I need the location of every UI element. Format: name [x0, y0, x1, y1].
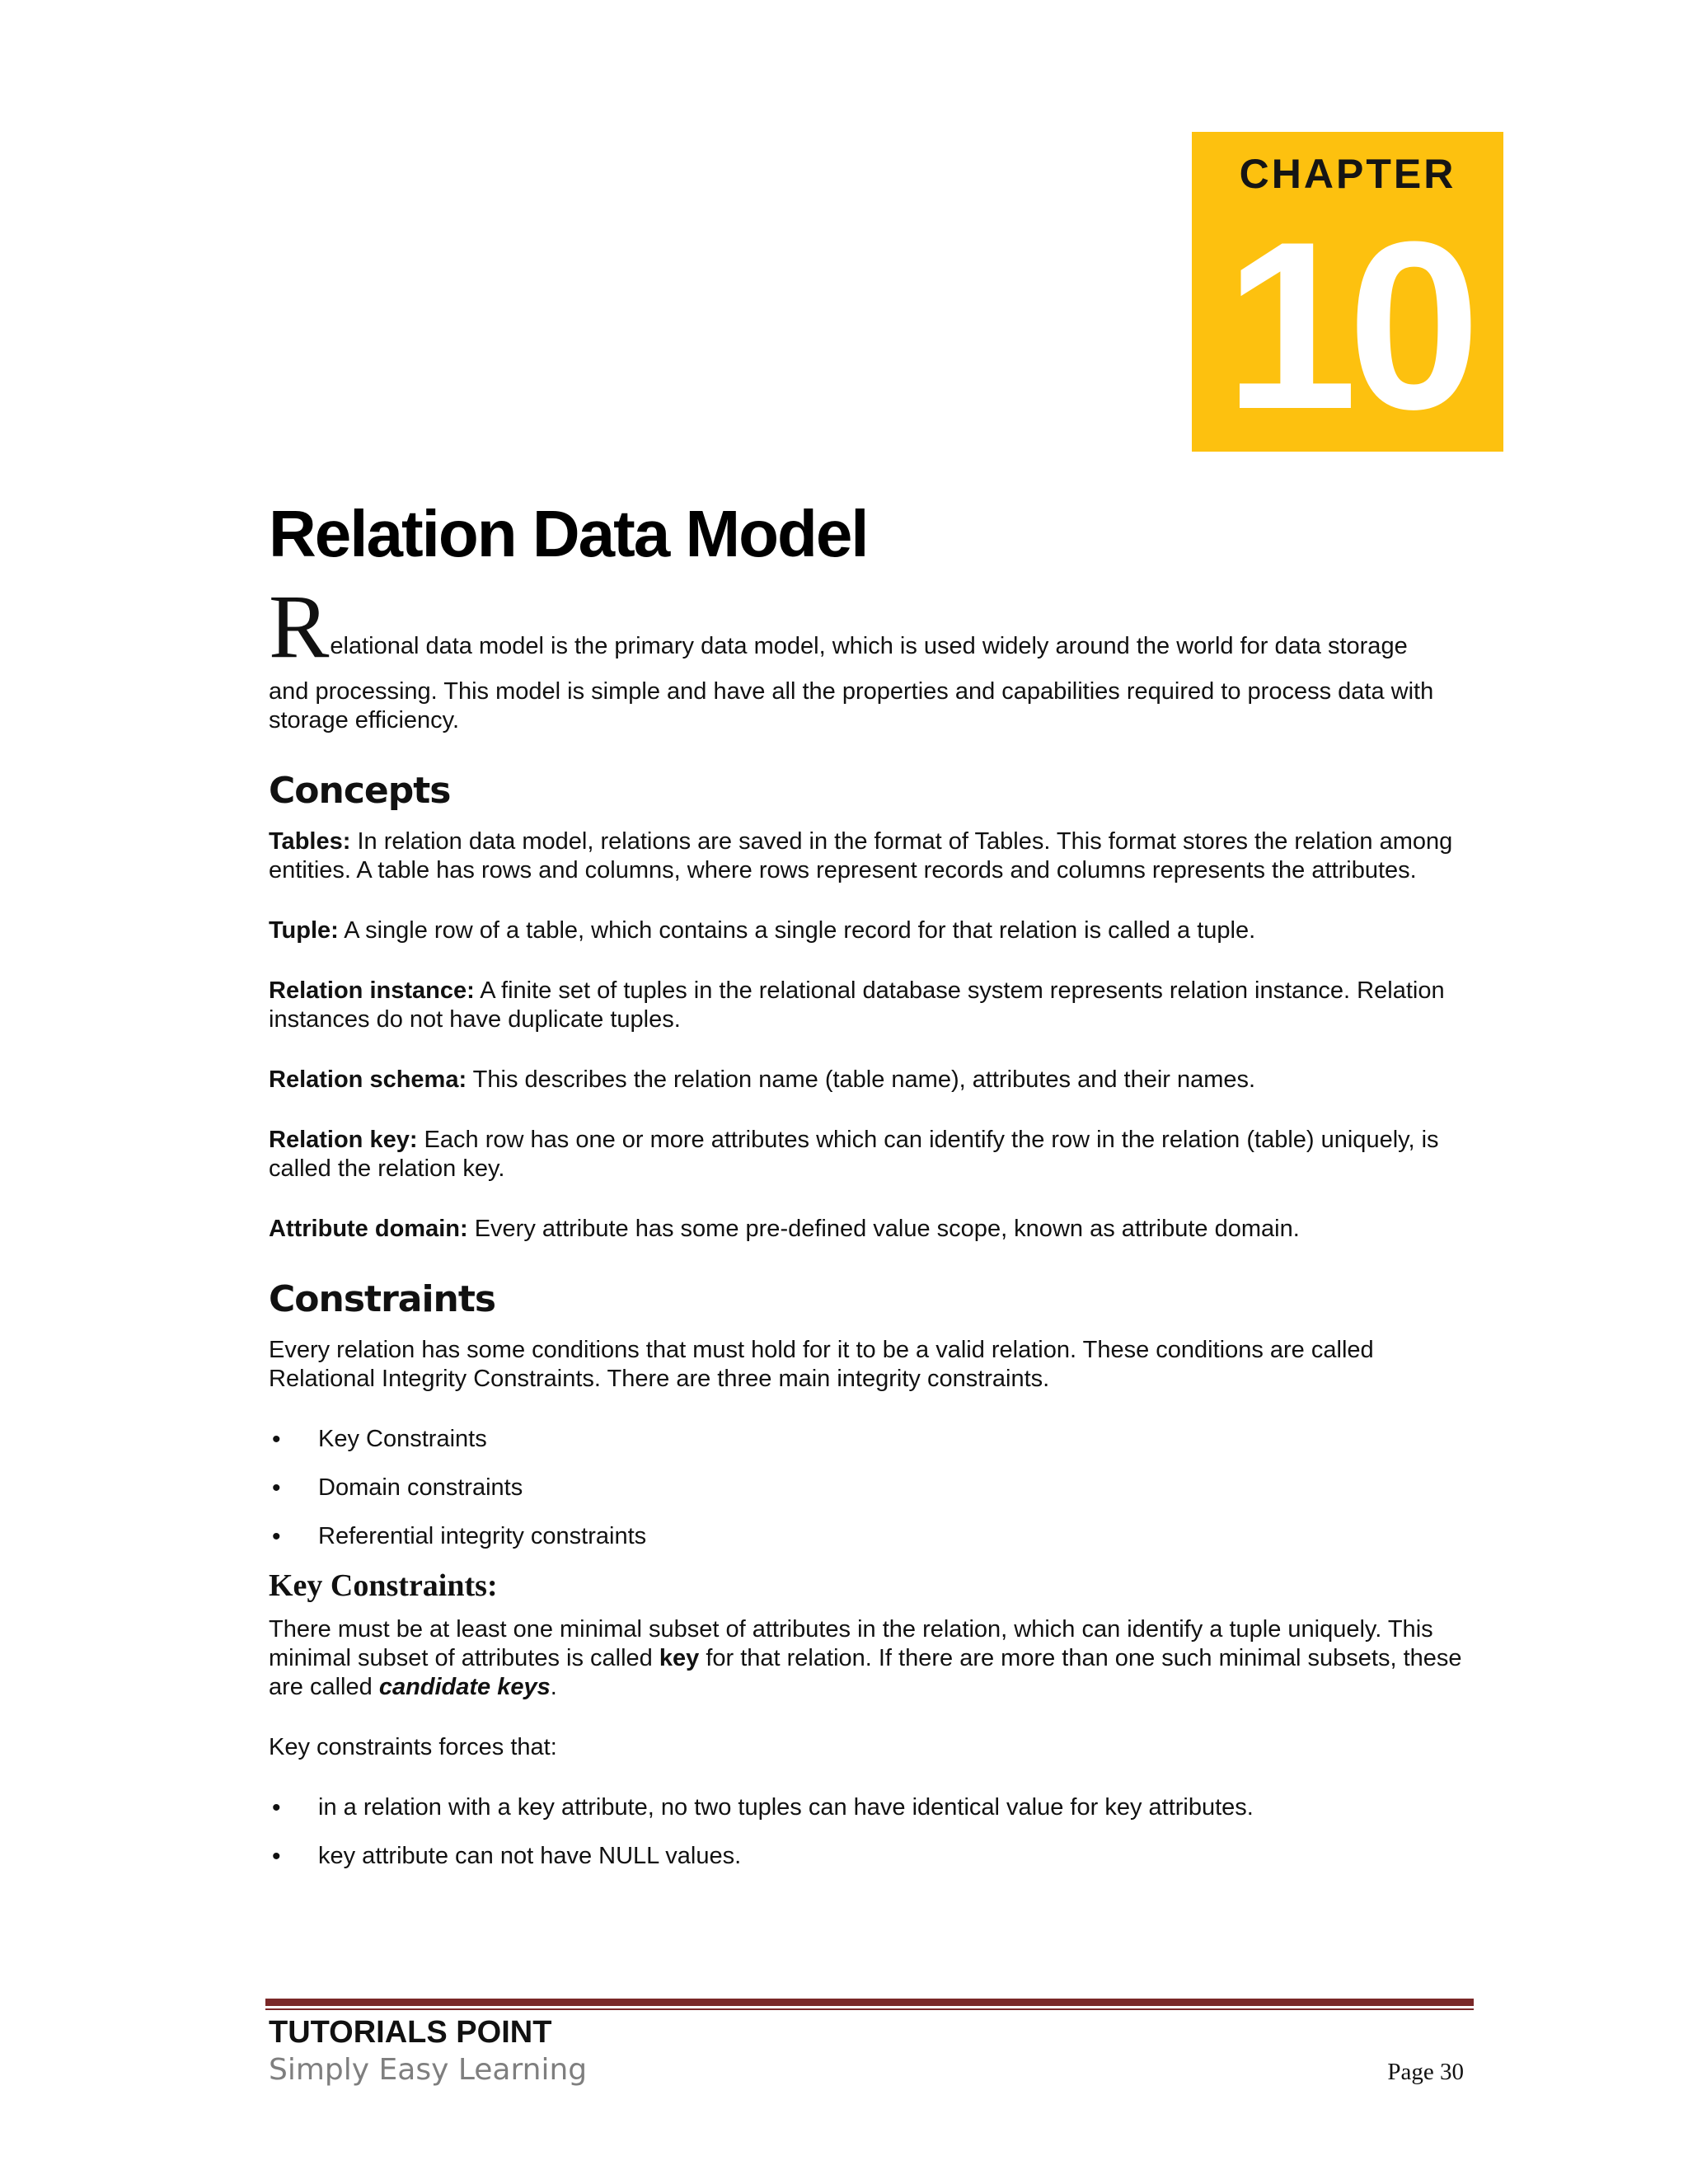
key-constraints-forces: Key constraints forces that:: [269, 1734, 557, 1760]
page-number: Page 30: [1387, 2059, 1464, 2085]
key-para-text: There must be at least one minimal subset of attributes in the relation, which can identify a tuple uniquely. This minimal subset of attributes is called: [269, 1616, 1433, 1671]
key-para-text: for that relation. If there are more than one such minimal subsets, these are called: [269, 1645, 1462, 1700]
concept-relation-key: [269, 1126, 1472, 1183]
concept-text: A finite set of tuples in the relational database system represents relation instance. Relation instances do not have duplicate tuples.: [269, 977, 1445, 1033]
concept-text: In relation data model, relations are saved in the format of Tables. This format stores the relation among entities. A table has rows and columns, where rows represent records and columns represents the attributes.: [269, 828, 1453, 883]
drop-cap: R: [269, 576, 330, 677]
constraints-heading: Constraints: [269, 1278, 496, 1320]
concept-relation-schema: [269, 1066, 1472, 1094]
candidate-keys-term: candidate keys: [378, 1674, 551, 1700]
key-term: key: [659, 1645, 700, 1671]
concept-tables: [269, 827, 1472, 885]
chapter-label: CHAPTER: [1239, 151, 1456, 197]
list-item: • key attribute can not have NULL values.: [269, 1842, 1472, 1871]
concept-text: Every attribute has some pre-defined value scope, known as attribute domain.: [467, 1216, 1300, 1242]
chapter-badge: [1192, 132, 1503, 459]
concept-term: Tables:: [269, 828, 351, 855]
list-item: • Domain constraints: [269, 1474, 1472, 1502]
page-content: [269, 494, 1472, 1891]
key-constraints-paragraph: [269, 1615, 1472, 1702]
concept-attribute-domain: [269, 1215, 1472, 1244]
chapter-number: 10: [1224, 192, 1471, 459]
footer-divider: [265, 1999, 1474, 2006]
list-item: • in a relation with a key attribute, no two tuples can have identical value for key attributes.: [269, 1793, 1472, 1822]
key-constraints-list: [269, 1793, 1472, 1871]
intro-paragraph: [269, 576, 1472, 735]
footer-divider-thin: [265, 2008, 1474, 2010]
concepts-heading: Concepts: [269, 770, 451, 812]
concept-term: Relation instance:: [269, 977, 475, 1004]
concept-tuple: [269, 916, 1472, 945]
constraints-intro: Every relation has some conditions that must hold for it to be a valid relation. These conditions are called Relational Integrity Constraints. There are three main integrity constraints.: [269, 1337, 1374, 1392]
concept-term: Tuple:: [269, 917, 339, 944]
concept-text: This describes the relation name (table name), attributes and their names.: [467, 1066, 1256, 1093]
constraints-list: [269, 1425, 1472, 1551]
page-title: Relation Data Model: [269, 497, 868, 570]
concept-term: Relation schema:: [269, 1066, 467, 1093]
list-item: • Key Constraints: [269, 1425, 1472, 1454]
concept-relation-instance: [269, 977, 1472, 1034]
intro-rest-text: and processing. This model is simple and have all the properties and capabilities required to process data with storage efficiency.: [269, 678, 1434, 733]
concept-text: Each row has one or more attributes which can identify the row in the relation (table) uniquely, is called the relation key.: [269, 1127, 1439, 1182]
footer-tagline: Simply Easy Learning: [269, 2053, 588, 2087]
intro-line1-text: elational data model is the primary data model, which is used widely around the world for data storage: [330, 633, 1408, 659]
intro-first-line: [269, 576, 1472, 677]
list-item: • Referential integrity constraints: [269, 1522, 1472, 1551]
footer-brand: TUTORIALS POINT: [269, 2015, 552, 2050]
concept-term: Relation key:: [269, 1127, 418, 1153]
concept-text: A single row of a table, which contains a single record for that relation is called a tuple.: [338, 917, 1256, 944]
key-constraints-heading: Key Constraints:: [269, 1568, 498, 1603]
key-para-end: .: [550, 1674, 557, 1700]
concept-term: Attribute domain:: [269, 1216, 468, 1242]
